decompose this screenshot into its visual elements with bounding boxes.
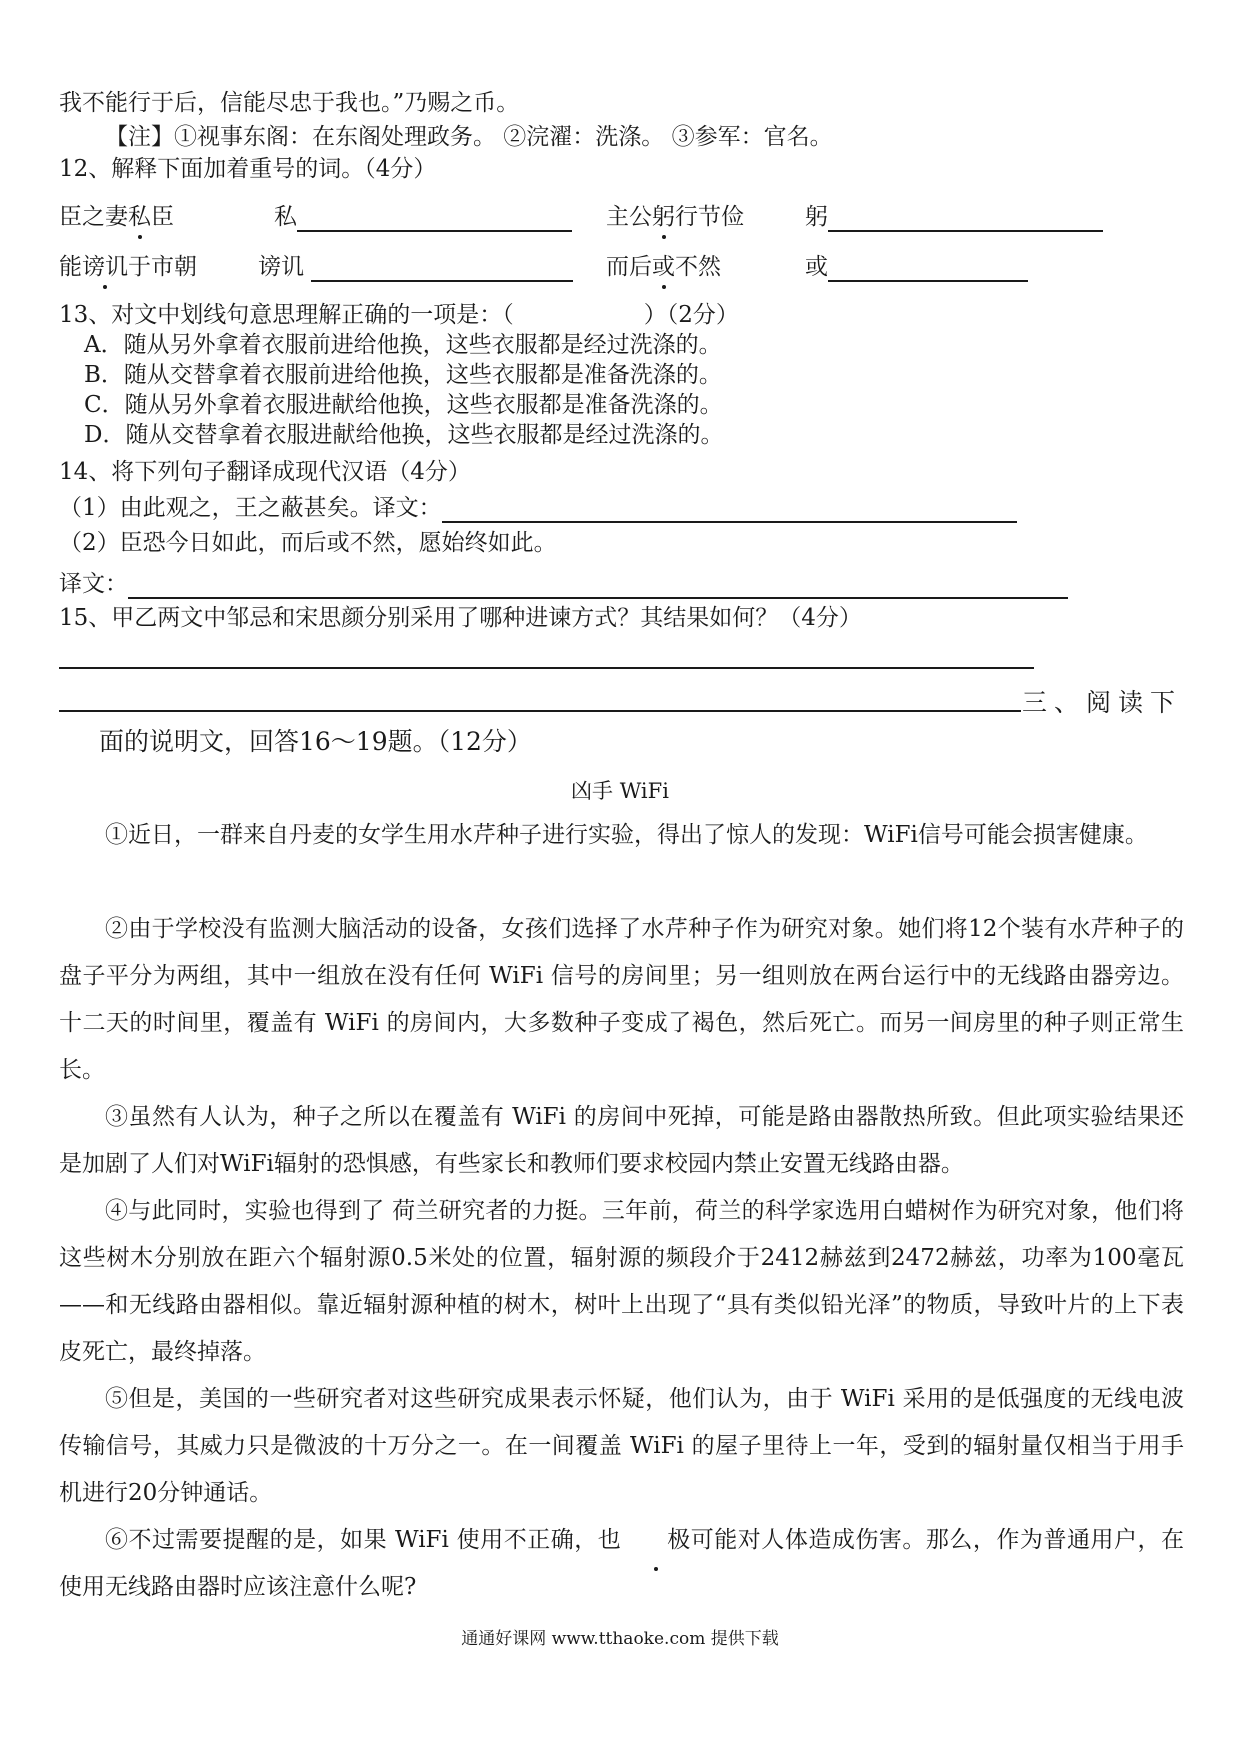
emphasis-mark: 私 bbox=[128, 204, 151, 230]
q13-option-a: A．随从另外拿着衣服前进给他换，这些衣服都是经过洗涤的。 bbox=[84, 332, 722, 358]
article-paragraph-5: ⑤但是，美国的一些研究者对这些研究成果表示怀疑，他们认为，由于 WiFi 采用的是低强度的无线电波传输信号，其威力只是微波的十万分之一。在一间覆盖 WiFi 的屋子里待上一年，受到的辐射量仅相当于用手机进行20分钟通话。 bbox=[59, 1386, 1184, 1506]
q12-row1-answer-a: 私 bbox=[274, 202, 572, 232]
q12-row1-answer-b: 躬 bbox=[805, 202, 1103, 232]
q15-answer-line-2[interactable] bbox=[59, 710, 1021, 712]
q13-option-c: C．随从另外拿着衣服进献给他换，这些衣服都是准备洗涤的。 bbox=[84, 392, 723, 418]
q12-row2-phrase-b: 而后或不然 bbox=[606, 254, 721, 280]
q13-option-d: D．随从交替拿着衣服进献给他换，这些衣服都是经过洗涤的。 bbox=[84, 422, 724, 448]
article-paragraph-4: ④与此同时，实验也得到了 荷兰研究者的力挺。三年前，荷兰的科学家选用白蜡树作为研究对象，他们将这些树木分别放在距六个辐射源0.5米处的位置，辐射源的频段介于2412赫兹到2472赫兹，功率为100毫瓦——和无线路由器相似。靠近辐射源种植的树木，树叶上出现了“具有类似铅光泽”的物质，导致叶片的上下表皮死亡，最终掉落。 bbox=[59, 1198, 1184, 1365]
q15-answer-line-1[interactable] bbox=[59, 667, 1034, 669]
translation-blank[interactable] bbox=[128, 573, 1068, 599]
article-paragraph-6: ⑥不过需要提醒的是，如果 WiFi 使用不正确，也 极可能对人体造成伤害。那么，作为普通用户，在使用无线路由器时应该注意什么呢? bbox=[59, 1517, 1184, 1611]
q12-prompt: 12、解释下面加着重号的词。（4分） bbox=[59, 156, 437, 182]
article-title: 凶手 WiFi bbox=[571, 779, 669, 803]
emphasis-mark: 躬 bbox=[652, 204, 675, 230]
q14-prompt: 14、将下列句子翻译成现代汉语（4分） bbox=[59, 459, 471, 485]
q12-row1-phrase-a: 臣之妻私臣 bbox=[59, 204, 174, 230]
q12-row2-answer-b: 或 bbox=[805, 252, 1028, 282]
passage-end-line: 我不能行于后，信能尽忠于我也。”乃赐之币。 bbox=[59, 90, 520, 116]
article-paragraph-1: ①近日，一群来自丹麦的女学生用水芹种子进行实验，得出了惊人的发现：WiFi信号可能会损害健康。 bbox=[105, 822, 1148, 848]
answer-blank[interactable] bbox=[297, 206, 572, 232]
emphasis-mark: 极 bbox=[621, 1517, 690, 1564]
translation-blank[interactable] bbox=[442, 497, 1017, 523]
emphasis-mark: 谤讥 bbox=[82, 254, 128, 280]
q14-translation-line: 译文： bbox=[59, 569, 1068, 599]
q14-sentence-2: （2）臣恐今日如此，而后或不然，愿始终如此。 bbox=[59, 530, 557, 556]
q13-option-b: B．随从交替拿着衣服前进给他换，这些衣服都是准备洗涤的。 bbox=[84, 362, 722, 388]
answer-blank[interactable] bbox=[828, 206, 1103, 232]
answer-blank[interactable] bbox=[311, 256, 573, 282]
page-footer: 通通好课网 www.tthaoke.com 提供下载 bbox=[461, 1629, 779, 1649]
emphasis-mark: 或 bbox=[652, 254, 675, 280]
section3-heading-tail: 三、阅读下 bbox=[1022, 688, 1183, 717]
article-paragraph-2: ②由于学校没有监测大脑活动的设备，女孩们选择了水芹种子作为研究对象。她们将12个装有水芹种子的盘子平分为两组，其中一组放在没有任何 WiFi 信号的房间里；另一组则放在两台运行中的无线路由器旁边。十二天的时间里，覆盖有 WiFi 的房间内，大多数种子变成了褐色，然后死亡。而另一间房里的种子则正常生长。 bbox=[59, 916, 1184, 1083]
q15-prompt: 15、甲乙两文中邹忌和宋思颜分别采用了哪种进谏方式？其结果如何？（4分） bbox=[59, 605, 862, 631]
article-paragraph-3: ③虽然有人认为，种子之所以在覆盖有 WiFi 的房间中死掉，可能是路由器散热所致。但此项实验结果还是加剧了人们对WiFi辐射的恐惧感，有些家长和教师们要求校园内禁止安置无线路由器。 bbox=[59, 1104, 1184, 1177]
q13-prompt: 13、对文中划线句意思理解正确的一项是：（ ）（2分） bbox=[59, 302, 739, 328]
q12-row2-phrase-a: 能谤讥于市朝 bbox=[59, 254, 197, 280]
q12-row2-answer-a: 谤讥 bbox=[258, 252, 573, 282]
answer-blank[interactable] bbox=[828, 256, 1028, 282]
annotation-note: 【注】①视事东阁：在东阁处理政务。 ②浣濯：洗涤。 ③参军：官名。 bbox=[105, 124, 833, 150]
q14-sentence-1: （1）由此观之，王之蔽甚矣。译文： bbox=[59, 493, 1017, 523]
section3-heading: 面的说明文，回答16～19题。（12分） bbox=[99, 727, 532, 756]
q12-row1-phrase-b: 主公躬行节俭 bbox=[606, 204, 744, 230]
